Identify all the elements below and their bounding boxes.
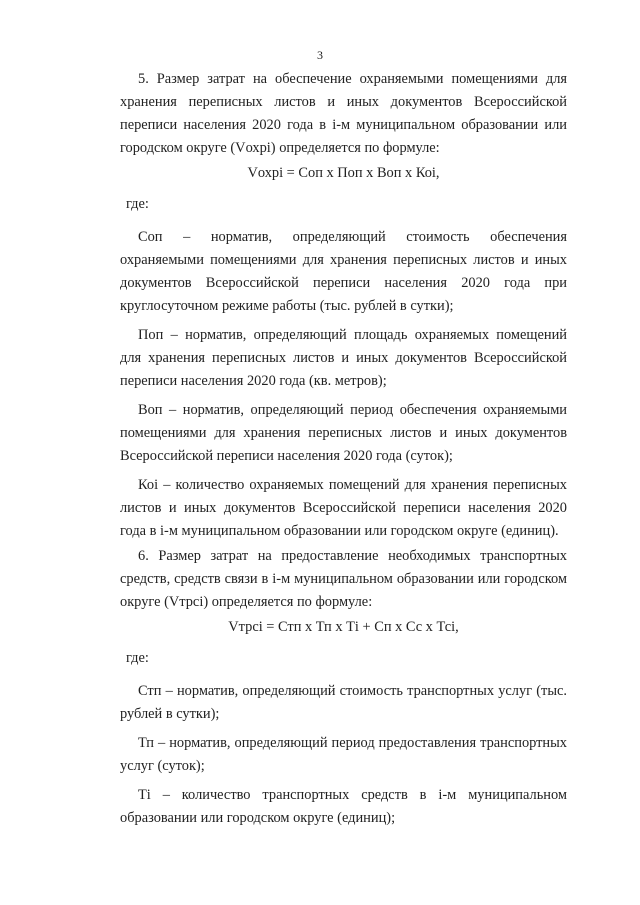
formula-vohr: Vохрi = Соп х Поп х Воп х Коi, bbox=[247, 165, 440, 181]
definition-tp: Тп – норматив, определяющий период предоставления транспортных услуг (суток); bbox=[120, 735, 567, 774]
where-label: где: bbox=[126, 196, 149, 212]
definition-koi: Коi – количество охраняемых помещений для хранения переписных листов и иных документов Всероссийской переписи населения 2020 года в i-м муниципальном образовании или городском округе (единиц). bbox=[120, 477, 567, 539]
where-label: где: bbox=[126, 650, 149, 666]
definition-sop: Соп – норматив, определяющий стоимость обеспечения охраняемыми помещениями для хранения переписных листов и иных документов Всероссийской переписи населения 2020 года при круглосуточном режиме работы (тыс. рублей в сутки); bbox=[120, 229, 567, 314]
definition-stp: Стп – норматив, определяющий стоимость транспортных услуг (тыс. рублей в сутки); bbox=[120, 683, 567, 722]
definition-pop: Поп – норматив, определяющий площадь охраняемых помещений для хранения переписных листов и иных документов Всероссийской переписи населения 2020 года (кв. метров); bbox=[120, 327, 567, 389]
definition-vop: Воп – норматив, определяющий период обеспечения охраняемыми помещениями для хранения переписных листов и иных документов Всероссийской переписи населения 2020 года (суток); bbox=[120, 402, 567, 464]
formula-vtrs: Vтрсi = Стп х Тп х Тi + Сп х Сс х Тсi, bbox=[228, 619, 459, 635]
paragraph-item-5: 5. Размер затрат на обеспечение охраняемыми помещениями для хранения переписных листов и иных документов Всероссийской переписи населения 2020 года в i-м муниципальном образовании или городском округе (Vохрi) определяется по формуле: bbox=[120, 71, 567, 156]
paragraph-item-6: 6. Размер затрат на предоставление необходимых транспортных средств, средств связи в i-м муниципальном образовании или городском округе (Vтрсi) определяется по формуле: bbox=[120, 548, 567, 610]
page-number: 3 bbox=[317, 48, 323, 62]
document-body bbox=[120, 68, 567, 832]
definition-ti: Тi – количество транспортных средств в i-м муниципальном образовании или городском округе (единиц); bbox=[120, 787, 567, 826]
